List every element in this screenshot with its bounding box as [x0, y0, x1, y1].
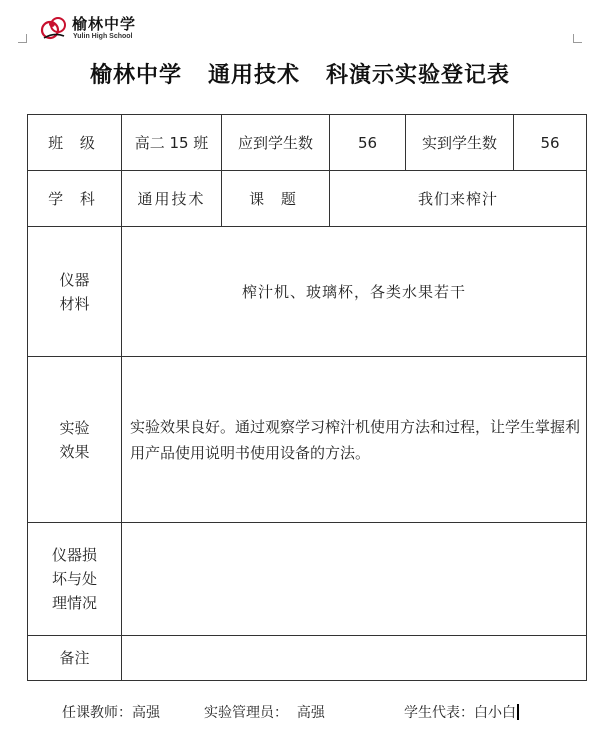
footer-student-representative[interactable]	[404, 702, 519, 722]
expected-students-label: 应到学生数	[222, 115, 330, 171]
actual-students-label: 实到学生数	[406, 115, 514, 171]
effect-label-line-1: 实验	[59, 418, 90, 437]
damage-label	[28, 523, 122, 636]
effect-label	[28, 357, 122, 523]
form-row-notes	[28, 636, 587, 681]
text-cursor	[517, 704, 519, 720]
subject-label: 学 科	[28, 171, 122, 227]
expected-students-value[interactable]: 56	[330, 115, 406, 171]
page-corner-mark-right	[573, 34, 582, 43]
logo-english-text: Yulin High School	[73, 33, 133, 40]
damage-label-line-2: 坏与处	[51, 570, 97, 588]
form-row-subject	[28, 171, 587, 227]
form-row-equipment	[28, 227, 587, 357]
notes-label: 备注	[28, 636, 122, 681]
logo-text: 榆林中学	[72, 15, 137, 33]
effect-label-line-2: 效果	[59, 442, 90, 461]
topic-value[interactable]: 我们来榨汁	[330, 171, 587, 227]
form-row-effect	[28, 357, 587, 523]
school-emblem-icon	[40, 14, 68, 42]
equipment-label-line-1: 仪器	[59, 270, 90, 289]
equipment-label-line-2: 材料	[59, 294, 90, 313]
actual-students-value[interactable]: 56	[514, 115, 587, 171]
equipment-value[interactable]: 榨汁机、玻璃杯，各类水果若干	[122, 227, 587, 357]
effect-value[interactable]: 实验效果良好。通过观察学习榨汁机使用方法和过程，让学生掌握利用产品使用说明书使用设备的方法。	[122, 357, 587, 523]
class-value[interactable]: 高二 15 班	[122, 115, 222, 171]
subject-value[interactable]: 通用技术	[122, 171, 222, 227]
page-corner-mark-left	[18, 34, 27, 43]
damage-label-line-1: 仪器损	[51, 546, 97, 564]
student-representative-text: 学生代表：白小白	[404, 705, 516, 721]
school-logo	[40, 12, 170, 44]
footer-lab-manager: 实验管理员： 高强	[204, 705, 325, 721]
notes-value[interactable]	[122, 636, 587, 681]
topic-label: 课 题	[222, 171, 330, 227]
page-title: 榆林中学 通用技术 科演示实验登记表	[90, 63, 510, 88]
footer-teacher: 任课教师：高强	[62, 705, 160, 721]
equipment-label	[28, 227, 122, 357]
form-row-damage	[28, 523, 587, 636]
damage-value[interactable]	[122, 523, 587, 636]
form-row-class	[28, 115, 587, 171]
class-label: 班 级	[28, 115, 122, 171]
registration-form	[27, 114, 587, 681]
damage-label-line-3: 理情况	[51, 594, 97, 612]
